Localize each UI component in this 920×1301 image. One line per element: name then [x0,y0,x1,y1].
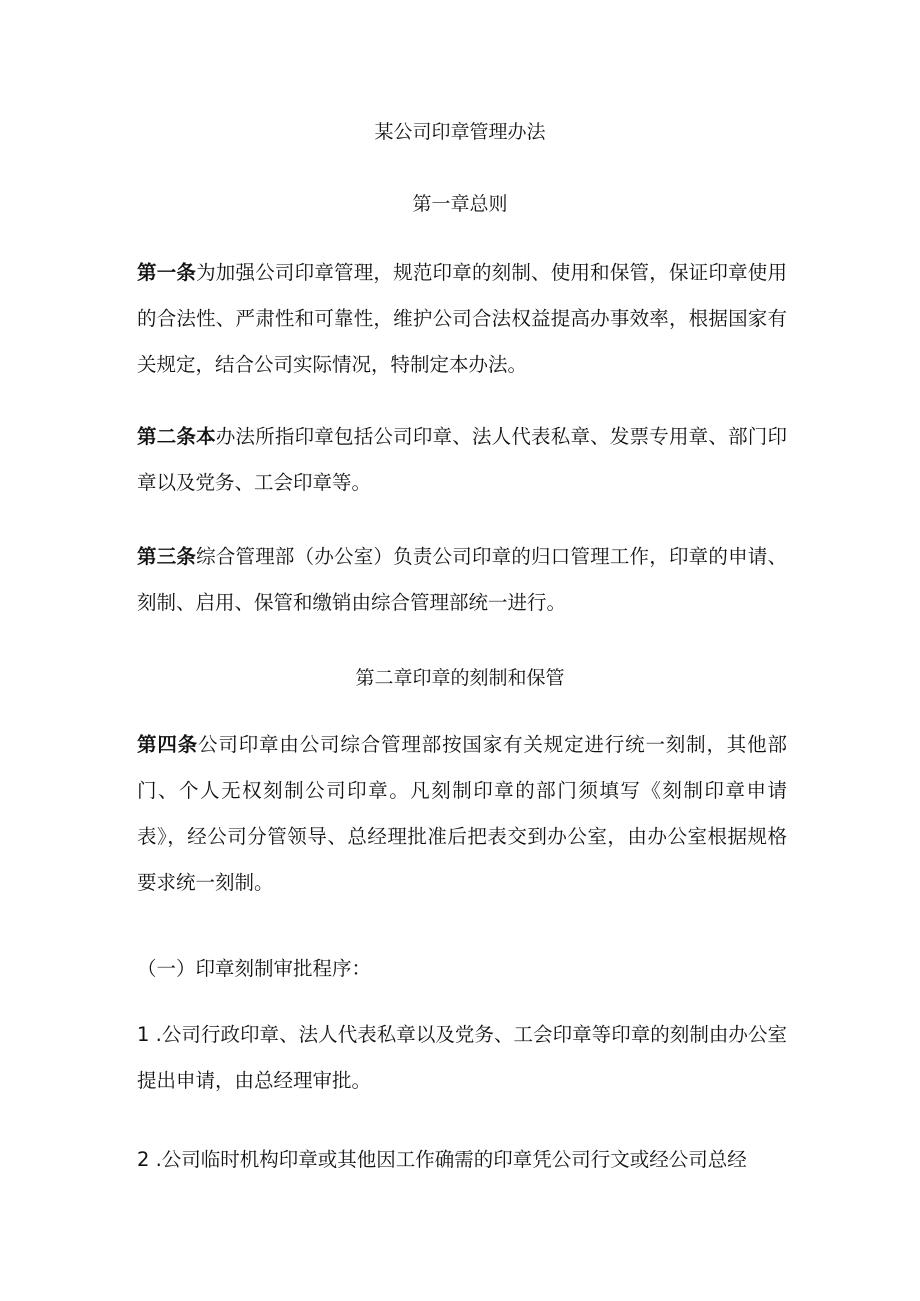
article-2-label: 第二条本 [137,425,216,448]
document-title: 某公司印章管理办法 [374,121,546,143]
chapter-1-heading: 第一章总则 [412,193,508,215]
article-1-label: 第一条 [137,261,197,284]
article-2-text: 办法所指印章包括公司印章、法人代表私章、发票专用章、部门印章以及党务、工会印章等。 [137,425,787,494]
article-4-label: 第四条 [137,733,199,756]
article-1-text: 为加强公司印章管理，规范印章的刻制、使用和保管，保证印章使用的合法性、严肃性和可靠性，维护公司合法权益提高办事效率，根据国家有关规定，结合公司实际情况，特制定本办法。 [137,261,787,376]
list-item-2: 2 .公司临时机构印章或其他因工作确需的印章凭公司行文或经公司总经 [137,1148,747,1171]
article-3-text: 综合管理部（办公室）负责公司印章的归口管理工作，印章的申请、刻制、启用、保管和缴销由综合管理部统一进行。 [137,545,787,614]
article-2 [137,414,787,506]
subsection-1-heading: （一）印章刻制审批程序： [137,957,372,980]
article-3-label: 第三条 [137,545,197,568]
list-item-1: 1 .公司行政印章、法人代表私章以及党务、工会印章等印章的刻制由办公室提出申请，由总经理审批。 [137,1023,787,1092]
article-1 [137,250,787,388]
article-4 [137,722,787,906]
chapter-2-heading: 第二章印章的刻制和保管 [355,667,565,689]
article-3 [137,534,787,626]
article-4-text: 公司印章由公司综合管理部按国家有关规定进行统一刻制，其他部门、个人无权刻制公司印章。凡刻制印章的部门须填写《刻制印章申请表》，经公司分管领导、总经理批准后把表交到办公室，由办公室根据规格要求统一刻制。 [137,733,787,894]
